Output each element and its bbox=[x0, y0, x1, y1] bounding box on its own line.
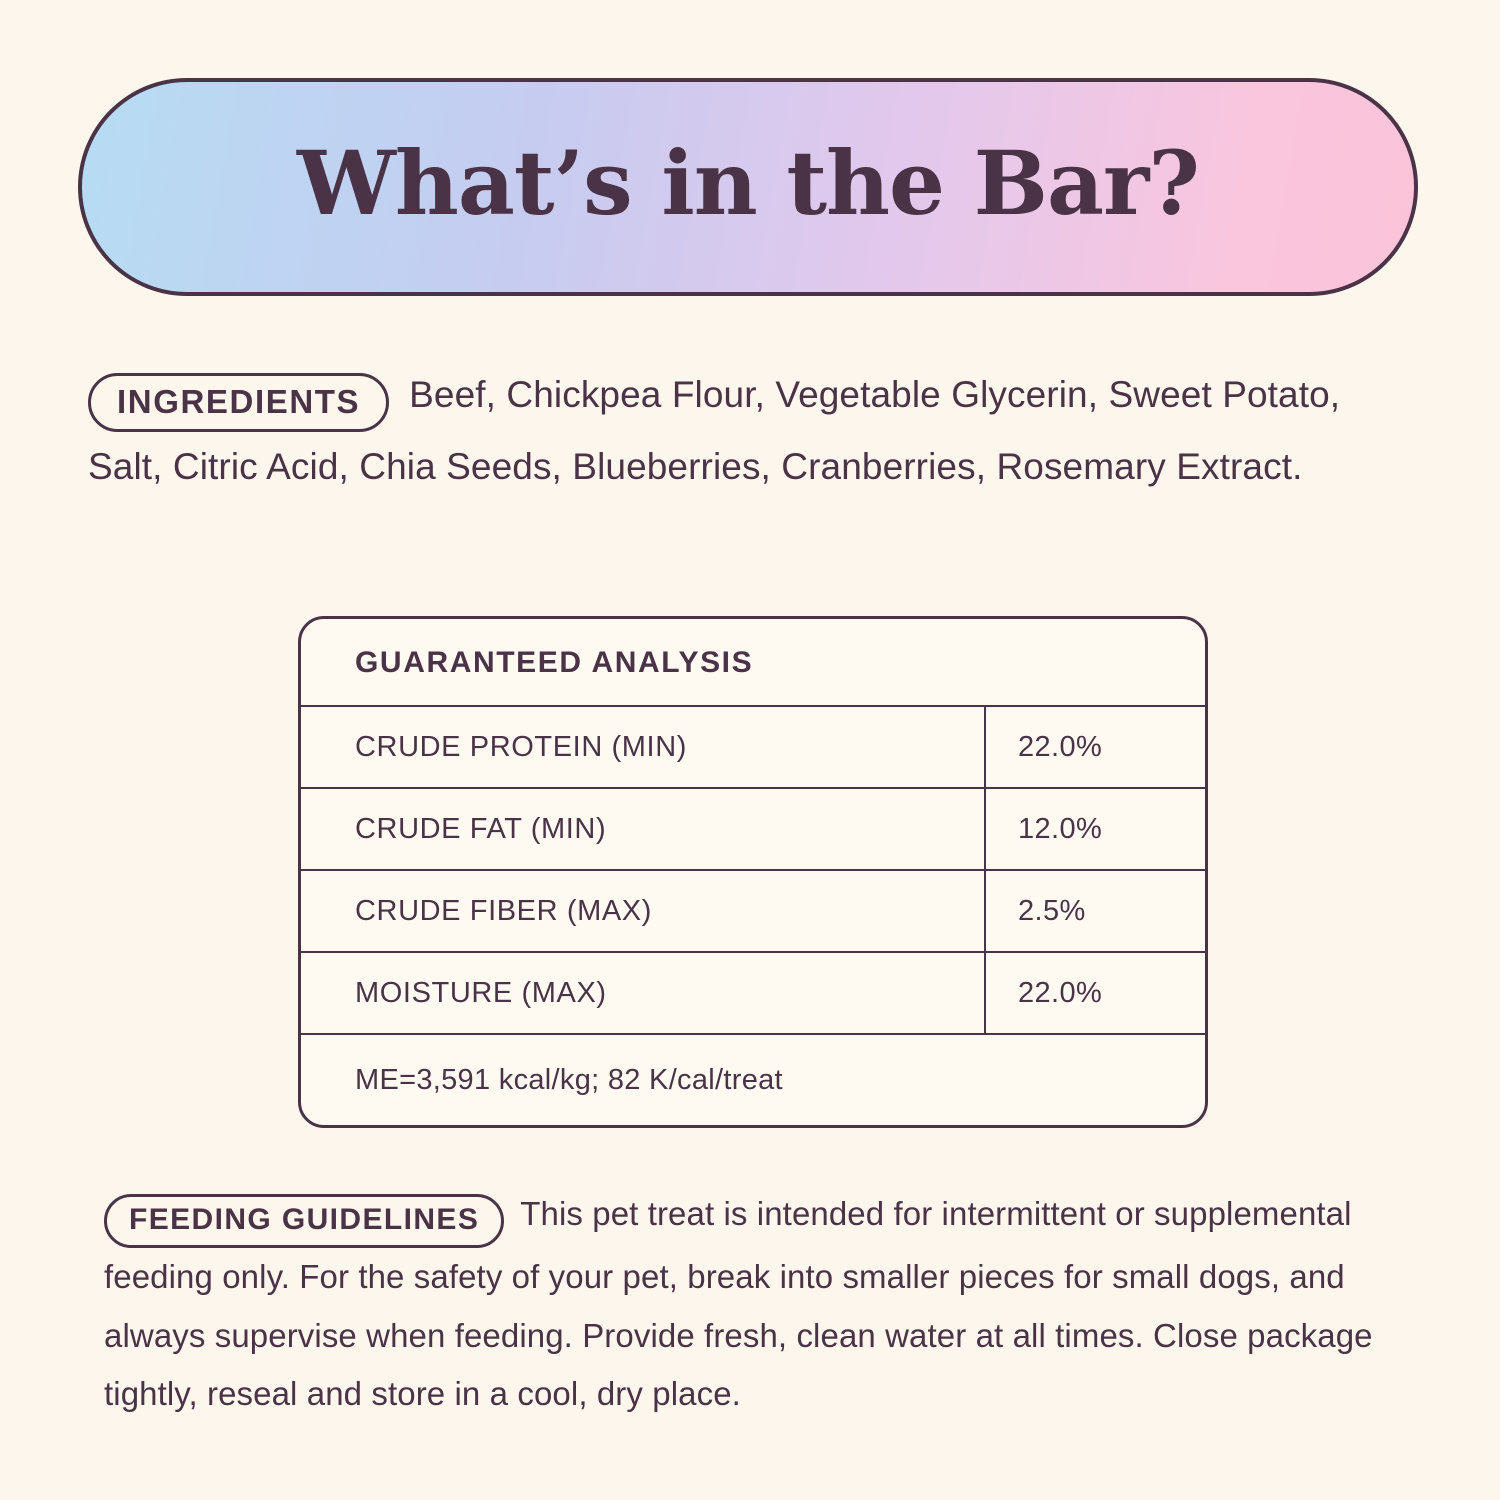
page-title: What’s in the Bar? bbox=[297, 131, 1199, 235]
table-cell-label: MOISTURE (MAX) bbox=[301, 953, 986, 1033]
table-row bbox=[301, 869, 1205, 951]
table-cell-value: 22.0% bbox=[1018, 976, 1103, 1009]
feeding-guidelines-label: FEEDING GUIDELINES bbox=[104, 1194, 504, 1248]
table-cell-value: 2.5% bbox=[1018, 894, 1086, 927]
feeding-guidelines-text: This pet treat is intended for intermittent or supplemental feeding only. For the safety of your pet, break into smaller pieces for small dogs, and always supervise when feeding. Provide fresh, clean water at all times. Close package tightly, reseal and store in a cool, dry place. bbox=[104, 1195, 1373, 1413]
analysis-title: GUARANTEED ANALYSIS bbox=[355, 646, 754, 679]
table-cell-value: 22.0% bbox=[1018, 730, 1103, 763]
table-cell-label: CRUDE PROTEIN (MIN) bbox=[301, 707, 986, 787]
table-row bbox=[301, 951, 1205, 1033]
ingredients-section bbox=[88, 360, 1418, 503]
analysis-footer-note: ME=3,591 kcal/kg; 82 K/cal/treat bbox=[301, 1033, 1205, 1125]
table-row bbox=[301, 705, 1205, 787]
header-banner bbox=[78, 78, 1418, 296]
table-cell-label: CRUDE FIBER (MAX) bbox=[301, 871, 986, 951]
guaranteed-analysis-table bbox=[298, 616, 1208, 1128]
feeding-guidelines-section bbox=[104, 1185, 1414, 1424]
ingredients-label: INGREDIENTS bbox=[88, 373, 389, 432]
table-row bbox=[301, 787, 1205, 869]
table-cell-label: CRUDE FAT (MIN) bbox=[301, 789, 986, 869]
table-cell-value: 12.0% bbox=[1018, 812, 1103, 845]
ingredients-text: Beef, Chickpea Flour, Vegetable Glycerin, Sweet Potato, Salt, Citric Acid, Chia Seeds, Blueberries, Cranberries, Rosemary Extract. bbox=[88, 374, 1341, 488]
